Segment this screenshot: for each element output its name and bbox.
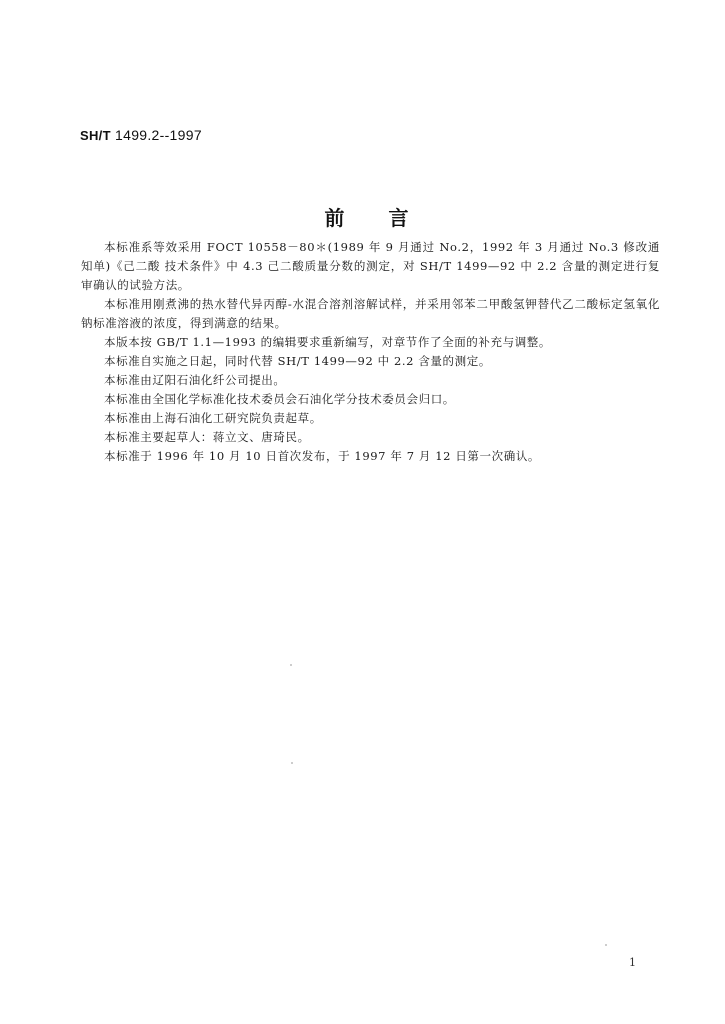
paragraph-editorial: 本版本按 GB/T 1.1—1993 的编辑要求重新编写，对章节作了全面的补充与调整。	[104, 335, 552, 349]
scan-speck	[290, 664, 292, 666]
paragraph-replacement: 本标准自实施之日起，同时代替 SH/T 1499—92 中 2.2 含量的测定。	[104, 354, 491, 368]
paragraph-drafted-by: 本标准由上海石油化工研究院负责起草。	[104, 411, 322, 425]
paragraph-under-jurisdiction: 本标准由全国化学标准化技术委员会石油化学分技术委员会归口。	[104, 392, 455, 406]
page-number: 1	[629, 956, 636, 969]
standard-code	[80, 127, 202, 143]
paragraph-method-change: 本标准用刚煮沸的热水替代异丙醇-水混合溶剂溶解试样，并采用邻苯二甲酸氢钾替代乙二酸标定氢氧化钠标准溶液的浓度，得到满意的结果。	[81, 297, 660, 330]
paragraph-proposed-by: 本标准由辽阳石油化纤公司提出。	[104, 373, 286, 387]
paragraph-publication-history: 本标准于 1996 年 10 月 10 日首次发布，于 1997 年 7 月 12 日第一次确认。	[104, 449, 541, 463]
scan-speck	[291, 762, 293, 764]
standard-code-prefix: SH/T	[80, 128, 111, 143]
standard-code-number: 1499.2--1997	[115, 127, 202, 143]
foreword-body	[81, 238, 660, 466]
page-title: 前言	[324, 206, 453, 230]
scan-speck	[605, 944, 607, 946]
paragraph-main-drafters: 本标准主要起草人：蒋立文、唐琦民。	[104, 430, 310, 444]
paragraph-adoption: 本标准系等效采用 FOCT 10558－80＊(1989 年 9 月通过 No.2，1992 年 3 月通过 No.3 修改通知单)《己二酸 技术条件》中 4.3 己二酸质量分数的测定，对 SH/T 1499—92 中 2.2 含量的测定进行复审确认的试验方法。	[81, 240, 660, 292]
